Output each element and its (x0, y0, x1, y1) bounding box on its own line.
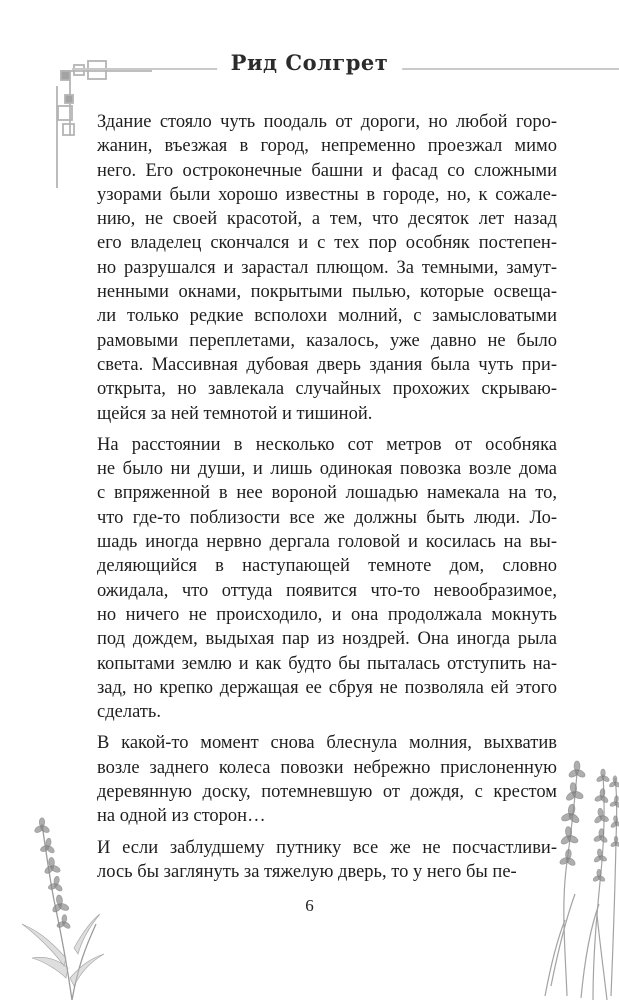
text-line: него. Его остроконечные башни и фасад со сложными (97, 160, 557, 181)
text-line: жанин, въезжая в город, непременно проезжал мимо (97, 136, 557, 157)
text-line: что где-то поблизости все же должны быть люди. Ло- (97, 507, 557, 528)
paragraph (97, 110, 557, 426)
text-line: но разрушался и зарастал плющом. За темными, замут- (97, 257, 557, 278)
text-line: под дождем, выдыхая пар из ноздрей. Она иногда рыла (97, 629, 557, 650)
text-line: лось бы заглянуть за тяжелую дверь, то у него бы пе- (97, 861, 517, 882)
text-line: нию, не своей красотой, а тем, что десяток лет назад (97, 209, 557, 230)
text-line: возле заднего колеса повозки небрежно прислоненную (97, 757, 557, 778)
lavender-cluster-icon (541, 744, 619, 1000)
page-number: 6 (305, 896, 314, 915)
text-line: на одной из сторон… (97, 806, 266, 827)
text-line: В какой-то момент снова блеснула молния, выхватив (97, 733, 557, 754)
paragraph (97, 433, 557, 725)
text-line: копытами землю и как будто бы пыталась отступить на- (97, 653, 557, 674)
text-line: На расстоянии в несколько сот метров от особняка (97, 434, 557, 455)
text-line: шадь иногда нервно дергала головой и косилась на вы- (97, 532, 557, 553)
running-head-title: Рид Солгрет (217, 50, 403, 75)
text-line: сделать. (97, 702, 161, 723)
text-line: не было ни души, и лишь одинокая повозка возле дома (97, 459, 557, 480)
paragraph (97, 731, 557, 828)
paragraph (97, 836, 557, 885)
corner-ornament-icon (48, 58, 152, 194)
lavender-sprig-icon (8, 816, 112, 1000)
text-line: ли только редкие всполохи молний, с замысловатыми (97, 306, 557, 327)
text-line: но ничего не происходило, и она продолжала мокнуть (97, 604, 557, 625)
header-rule-right (377, 68, 619, 70)
text-line: деревянную доску, потемневшую от дождя, с крестом (97, 782, 557, 803)
text-line: узорами были хорошо известны в городе, но, к сожале- (97, 184, 557, 205)
text-line: рамовыми переплетами, казалось, уже давно не было (97, 330, 557, 351)
text-line: его владелец скончался и с тех пор особняк постепен- (97, 233, 557, 254)
text-line: Здание стояло чуть поодаль от дороги, но любой горо- (97, 112, 557, 132)
text-line: света. Массивная дубовая дверь здания была чуть при- (97, 354, 557, 375)
text-line: щейся за ней темнотой и тишиной. (97, 403, 373, 424)
text-line: И если заблудшему путнику все же не посчастливи- (97, 837, 557, 858)
text-line: зад, но крепко держащая ее сбруя не позволяла ей этого (97, 677, 557, 698)
text-line: деляющийся в наступающей темноте дом, словно (97, 556, 557, 577)
text-line: ненными окнами, покрытыми пылью, которые освеща- (97, 282, 557, 303)
body-text (97, 110, 557, 891)
text-line: с впряженной в нее вороной лошадью намекала на то, (97, 483, 557, 504)
text-line: открыта, но завлекала случайных прохожих скрываю- (97, 379, 557, 400)
text-line: ожидала, что оттуда появится что-то невообразимое, (97, 580, 557, 601)
